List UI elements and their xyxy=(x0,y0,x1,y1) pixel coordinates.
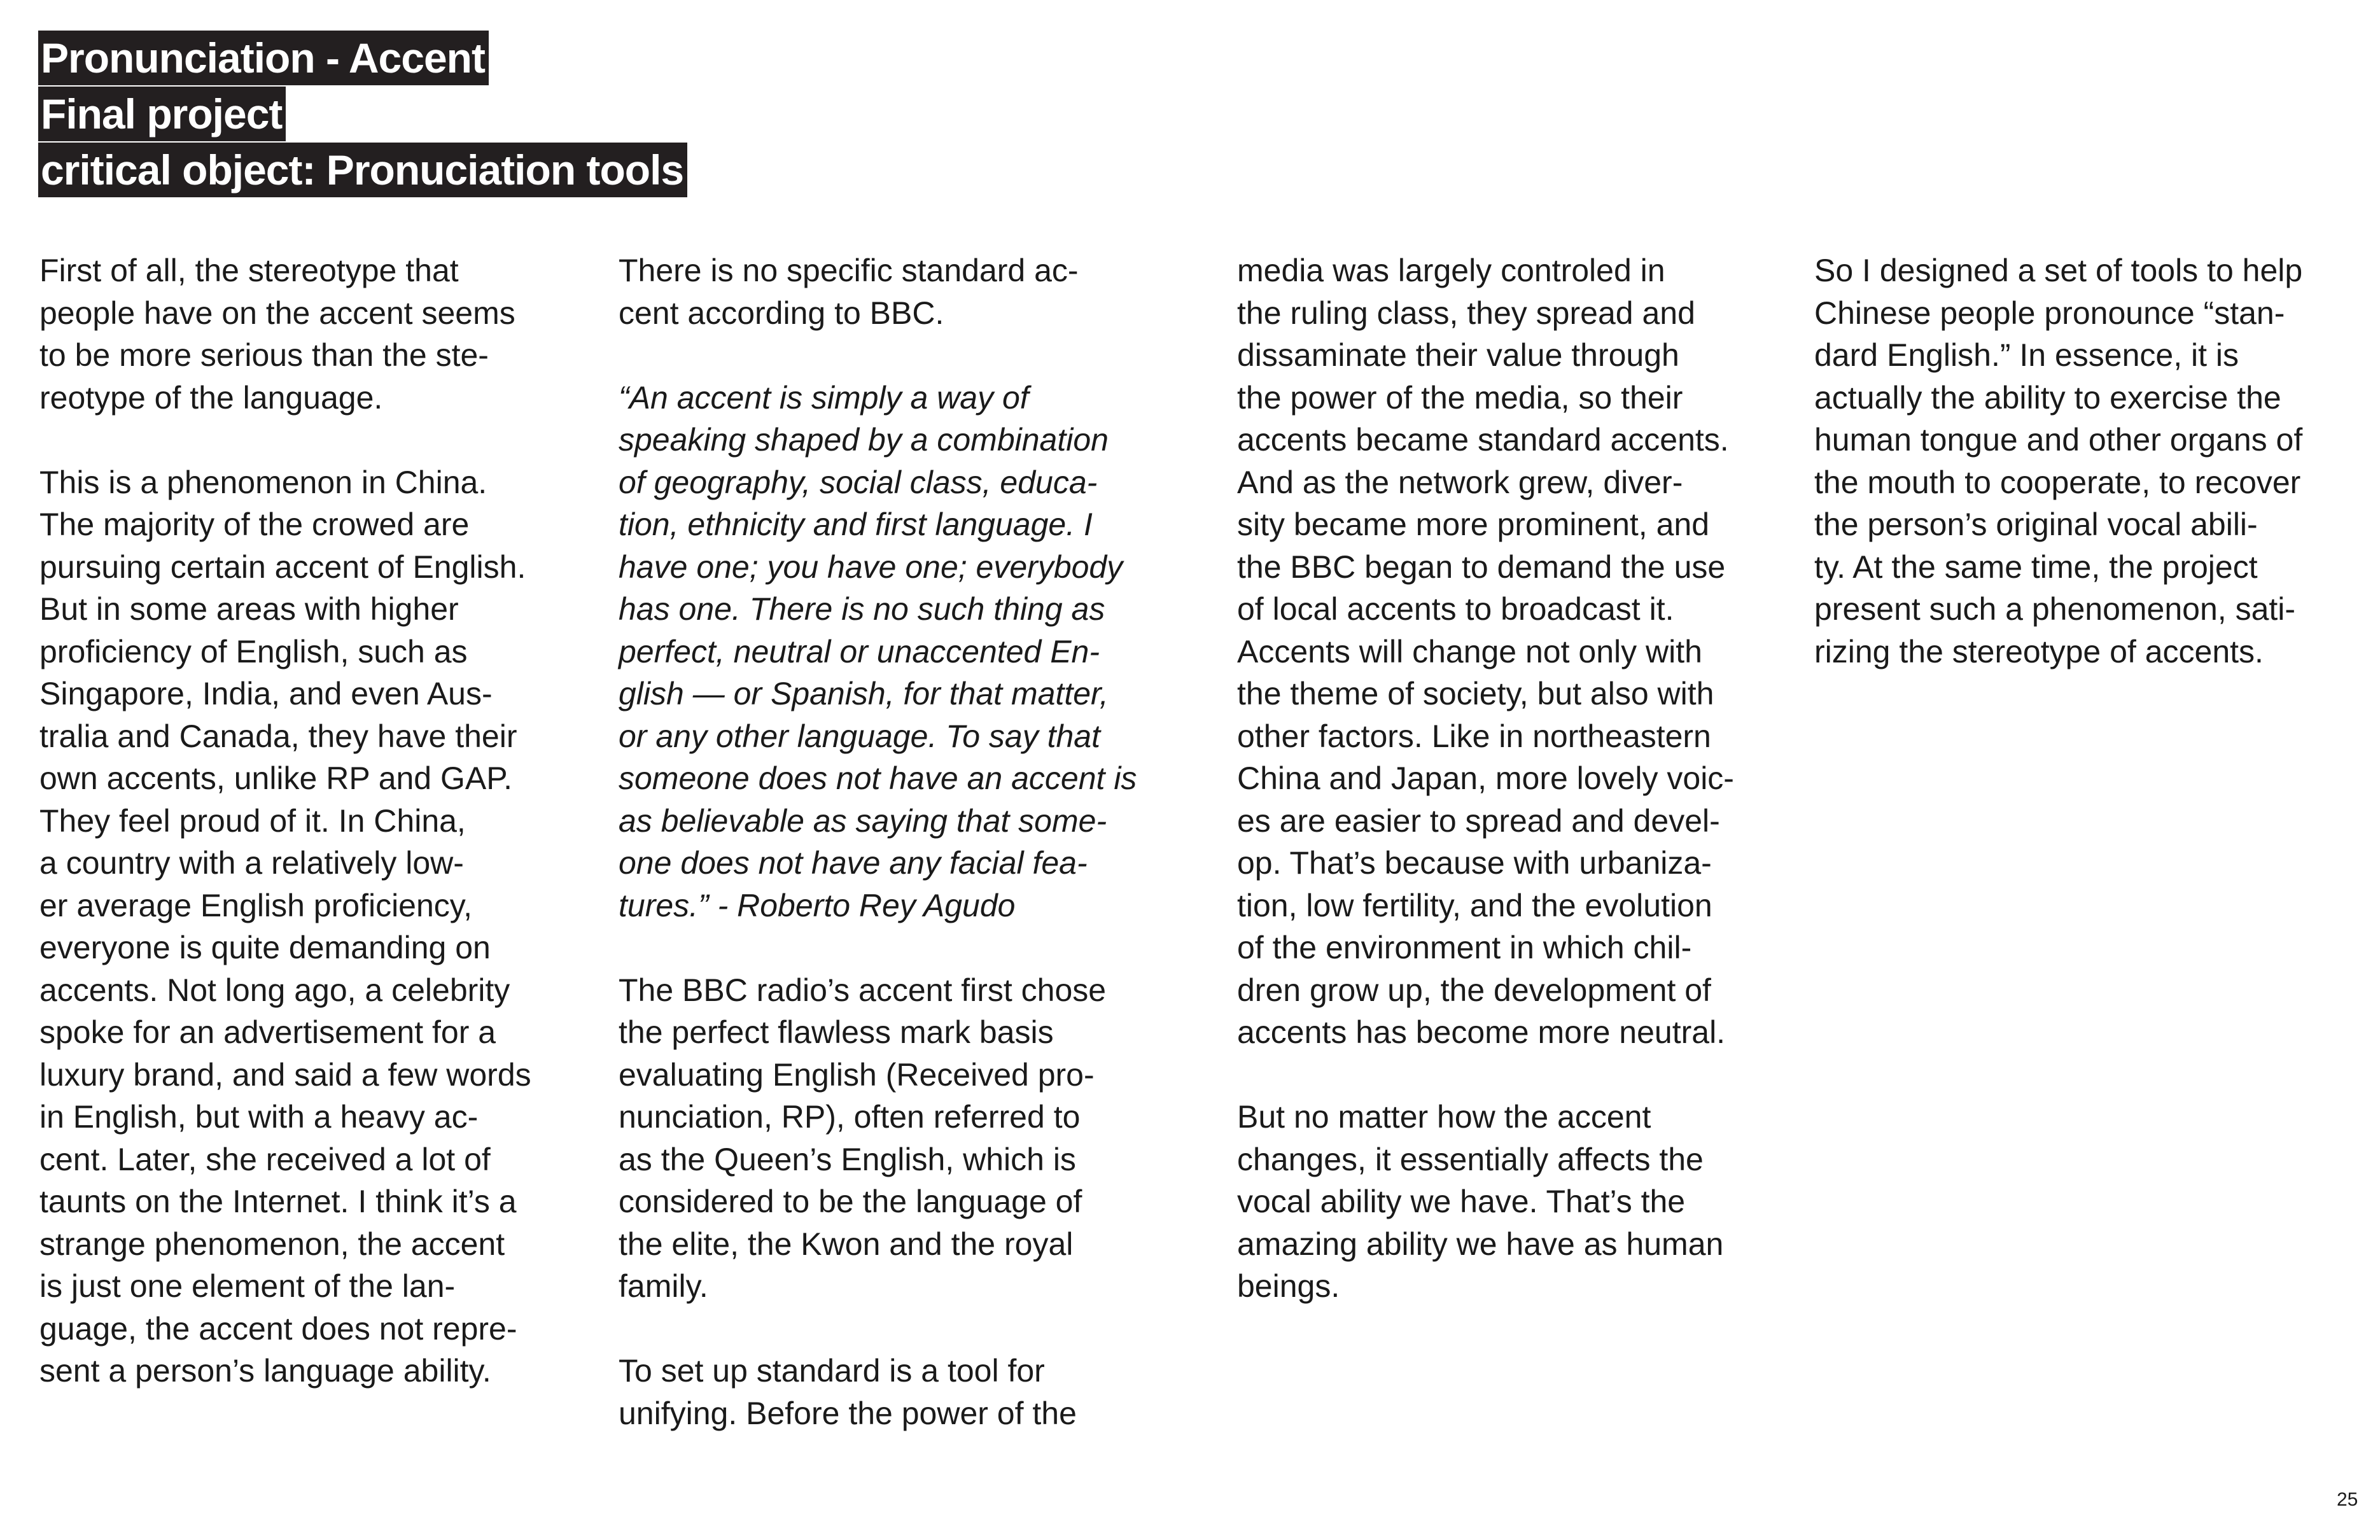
text-line: other factors. Like in northeastern xyxy=(1237,718,1711,754)
text-line: to be more serious than the ste- xyxy=(39,337,489,373)
text-line: guage, the accent does not repre- xyxy=(39,1310,517,1347)
quote-paragraph xyxy=(619,377,1179,927)
paragraph xyxy=(619,249,1179,334)
text-line: speaking shaped by a combination xyxy=(619,422,1109,458)
text-line: taunts on the Internet. I think it’s a xyxy=(39,1184,517,1219)
paragraph xyxy=(619,1350,1179,1434)
text-line: dren grow up, the development of xyxy=(1237,972,1711,1008)
title-object: critical object: Pronuciation tools xyxy=(38,143,687,197)
text-line: one does not have any facial fea- xyxy=(619,845,1088,881)
paragraph xyxy=(1237,249,1797,1054)
text-line: the BBC began to demand the use xyxy=(1237,549,1726,585)
text-line: the person’s original vocal abili- xyxy=(1814,507,2258,542)
text-line: So I designed a set of tools to help xyxy=(1814,253,2303,288)
text-line: of the environment in which chil- xyxy=(1237,930,1692,965)
text-line: considered to be the language of xyxy=(619,1184,1082,1219)
text-line: This is a phenomenon in China. xyxy=(39,464,487,500)
text-line: nunciation, RP), often referred to xyxy=(619,1099,1081,1135)
text-line: the ruling class, they spread and xyxy=(1237,295,1695,331)
text-line: op. That’s because with urbaniza- xyxy=(1237,845,1712,881)
text-line: present such a phenomenon, sati- xyxy=(1814,591,2296,627)
text-line: beings. xyxy=(1237,1268,1340,1304)
text-line: as believable as saying that some- xyxy=(619,802,1107,839)
text-line: sent a person’s language ability. xyxy=(39,1353,491,1389)
text-line: accents. Not long ago, a celebrity xyxy=(39,972,510,1008)
text-line: amazing ability we have as human xyxy=(1237,1226,1724,1262)
text-line: The BBC radio’s accent first chose xyxy=(619,972,1107,1008)
text-line: the theme of society, but also with xyxy=(1237,676,1714,711)
paragraph xyxy=(39,461,599,1392)
paragraph xyxy=(619,969,1179,1308)
text-line: accents has become more neutral. xyxy=(1237,1014,1726,1050)
title-main: Pronunciation - Accent xyxy=(38,31,489,85)
text-line: the power of the media, so their xyxy=(1237,379,1683,416)
paragraph-gap xyxy=(619,334,1179,377)
text-line: China and Japan, more lovely voic- xyxy=(1237,760,1734,796)
text-line: There is no specific standard ac- xyxy=(619,253,1079,288)
title-subtitle: Final project xyxy=(38,87,286,141)
text-line: pursuing certain accent of English. xyxy=(39,549,526,585)
text-line: the elite, the Kwon and the royal xyxy=(619,1226,1074,1262)
text-line: have one; you have one; everybody xyxy=(619,549,1123,585)
text-line: dissaminate their value through xyxy=(1237,337,1679,373)
text-line: tion, ethnicity and first language. I xyxy=(619,507,1093,542)
text-line: First of all, the stereotype that xyxy=(39,253,459,288)
title-block xyxy=(38,31,687,199)
text-line: cent. Later, she received a lot of xyxy=(39,1141,491,1177)
text-line: spoke for an advertisement for a xyxy=(39,1014,496,1050)
text-line: rizing the stereotype of accents. xyxy=(1814,633,2264,669)
text-line: er average English proficiency, xyxy=(39,887,472,923)
text-line: media was largely controled in xyxy=(1237,253,1665,288)
text-line: of local accents to broadcast it. xyxy=(1237,591,1674,627)
paragraph xyxy=(39,249,599,419)
text-line: luxury brand, and said a few words xyxy=(39,1056,531,1093)
text-line: vocal ability we have. That’s the xyxy=(1237,1184,1686,1219)
text-column-1 xyxy=(39,249,599,1392)
text-column-2 xyxy=(619,249,1179,1434)
paragraph xyxy=(1814,249,2374,673)
text-line: They feel proud of it. In China, xyxy=(39,802,466,839)
text-line: or any other language. To say that xyxy=(619,718,1101,754)
paragraph-gap xyxy=(1237,1054,1797,1096)
text-line: dard English.” In essence, it is xyxy=(1814,337,2239,373)
text-line: tralia and Canada, they have their xyxy=(39,718,517,754)
text-line: someone does not have an accent is xyxy=(619,760,1137,796)
text-line: changes, it essentially affects the xyxy=(1237,1141,1704,1177)
paragraph-gap xyxy=(619,927,1179,969)
text-line: own accents, unlike RP and GAP. xyxy=(39,760,513,796)
text-line: cent according to BBC. xyxy=(619,295,944,331)
text-line: And as the network grew, diver- xyxy=(1237,464,1683,500)
text-line: But no matter how the accent xyxy=(1237,1099,1651,1135)
text-line: proficiency of English, such as xyxy=(39,633,468,669)
text-line: unifying. Before the power of the xyxy=(619,1395,1077,1431)
text-line: strange phenomenon, the accent xyxy=(39,1226,505,1262)
text-line: perfect, neutral or unaccented En- xyxy=(619,633,1100,669)
paragraph-gap xyxy=(619,1308,1179,1350)
text-line: family. xyxy=(619,1268,708,1304)
text-line: has one. There is no such thing as xyxy=(619,591,1105,627)
text-column-3 xyxy=(1237,249,1797,1308)
text-line: Chinese people pronounce “stan- xyxy=(1814,295,2285,331)
text-line: everyone is quite demanding on xyxy=(39,930,491,965)
page-number: 25 xyxy=(2337,1489,2358,1510)
text-line: the perfect flawless mark basis xyxy=(619,1014,1054,1050)
text-line: reotype of the language. xyxy=(39,379,383,416)
text-line: ty. At the same time, the project xyxy=(1814,549,2258,585)
text-line: The majority of the crowed are xyxy=(39,507,470,542)
text-line: tion, low fertility, and the evolution xyxy=(1237,887,1712,923)
text-line: es are easier to spread and devel- xyxy=(1237,802,1720,839)
text-line: tures.” - Roberto Rey Agudo xyxy=(619,887,1016,923)
text-line: the mouth to cooperate, to recover xyxy=(1814,464,2301,500)
text-line: Singapore, India, and even Aus- xyxy=(39,676,493,711)
text-line: But in some areas with higher xyxy=(39,591,459,627)
paragraph-gap xyxy=(39,419,599,461)
text-line: as the Queen’s English, which is xyxy=(619,1141,1076,1177)
text-line: “An accent is simply a way of xyxy=(619,379,1029,416)
text-line: people have on the accent seems xyxy=(39,295,515,331)
text-line: To set up standard is a tool for xyxy=(619,1353,1045,1389)
text-column-4 xyxy=(1814,249,2374,673)
text-line: human tongue and other organs of xyxy=(1814,422,2303,458)
text-line: actually the ability to exercise the xyxy=(1814,379,2281,416)
text-line: sity became more prominent, and xyxy=(1237,507,1710,542)
text-line: evaluating English (Received pro- xyxy=(619,1056,1095,1093)
text-line: in English, but with a heavy ac- xyxy=(39,1099,479,1135)
text-line: of geography, social class, educa- xyxy=(619,464,1098,500)
text-line: glish — or Spanish, for that matter, xyxy=(619,676,1109,711)
text-line: is just one element of the lan- xyxy=(39,1268,456,1304)
text-line: a country with a relatively low- xyxy=(39,845,464,881)
paragraph xyxy=(1237,1096,1797,1308)
text-line: Accents will change not only with xyxy=(1237,633,1702,669)
text-line: accents became standard accents. xyxy=(1237,422,1729,458)
